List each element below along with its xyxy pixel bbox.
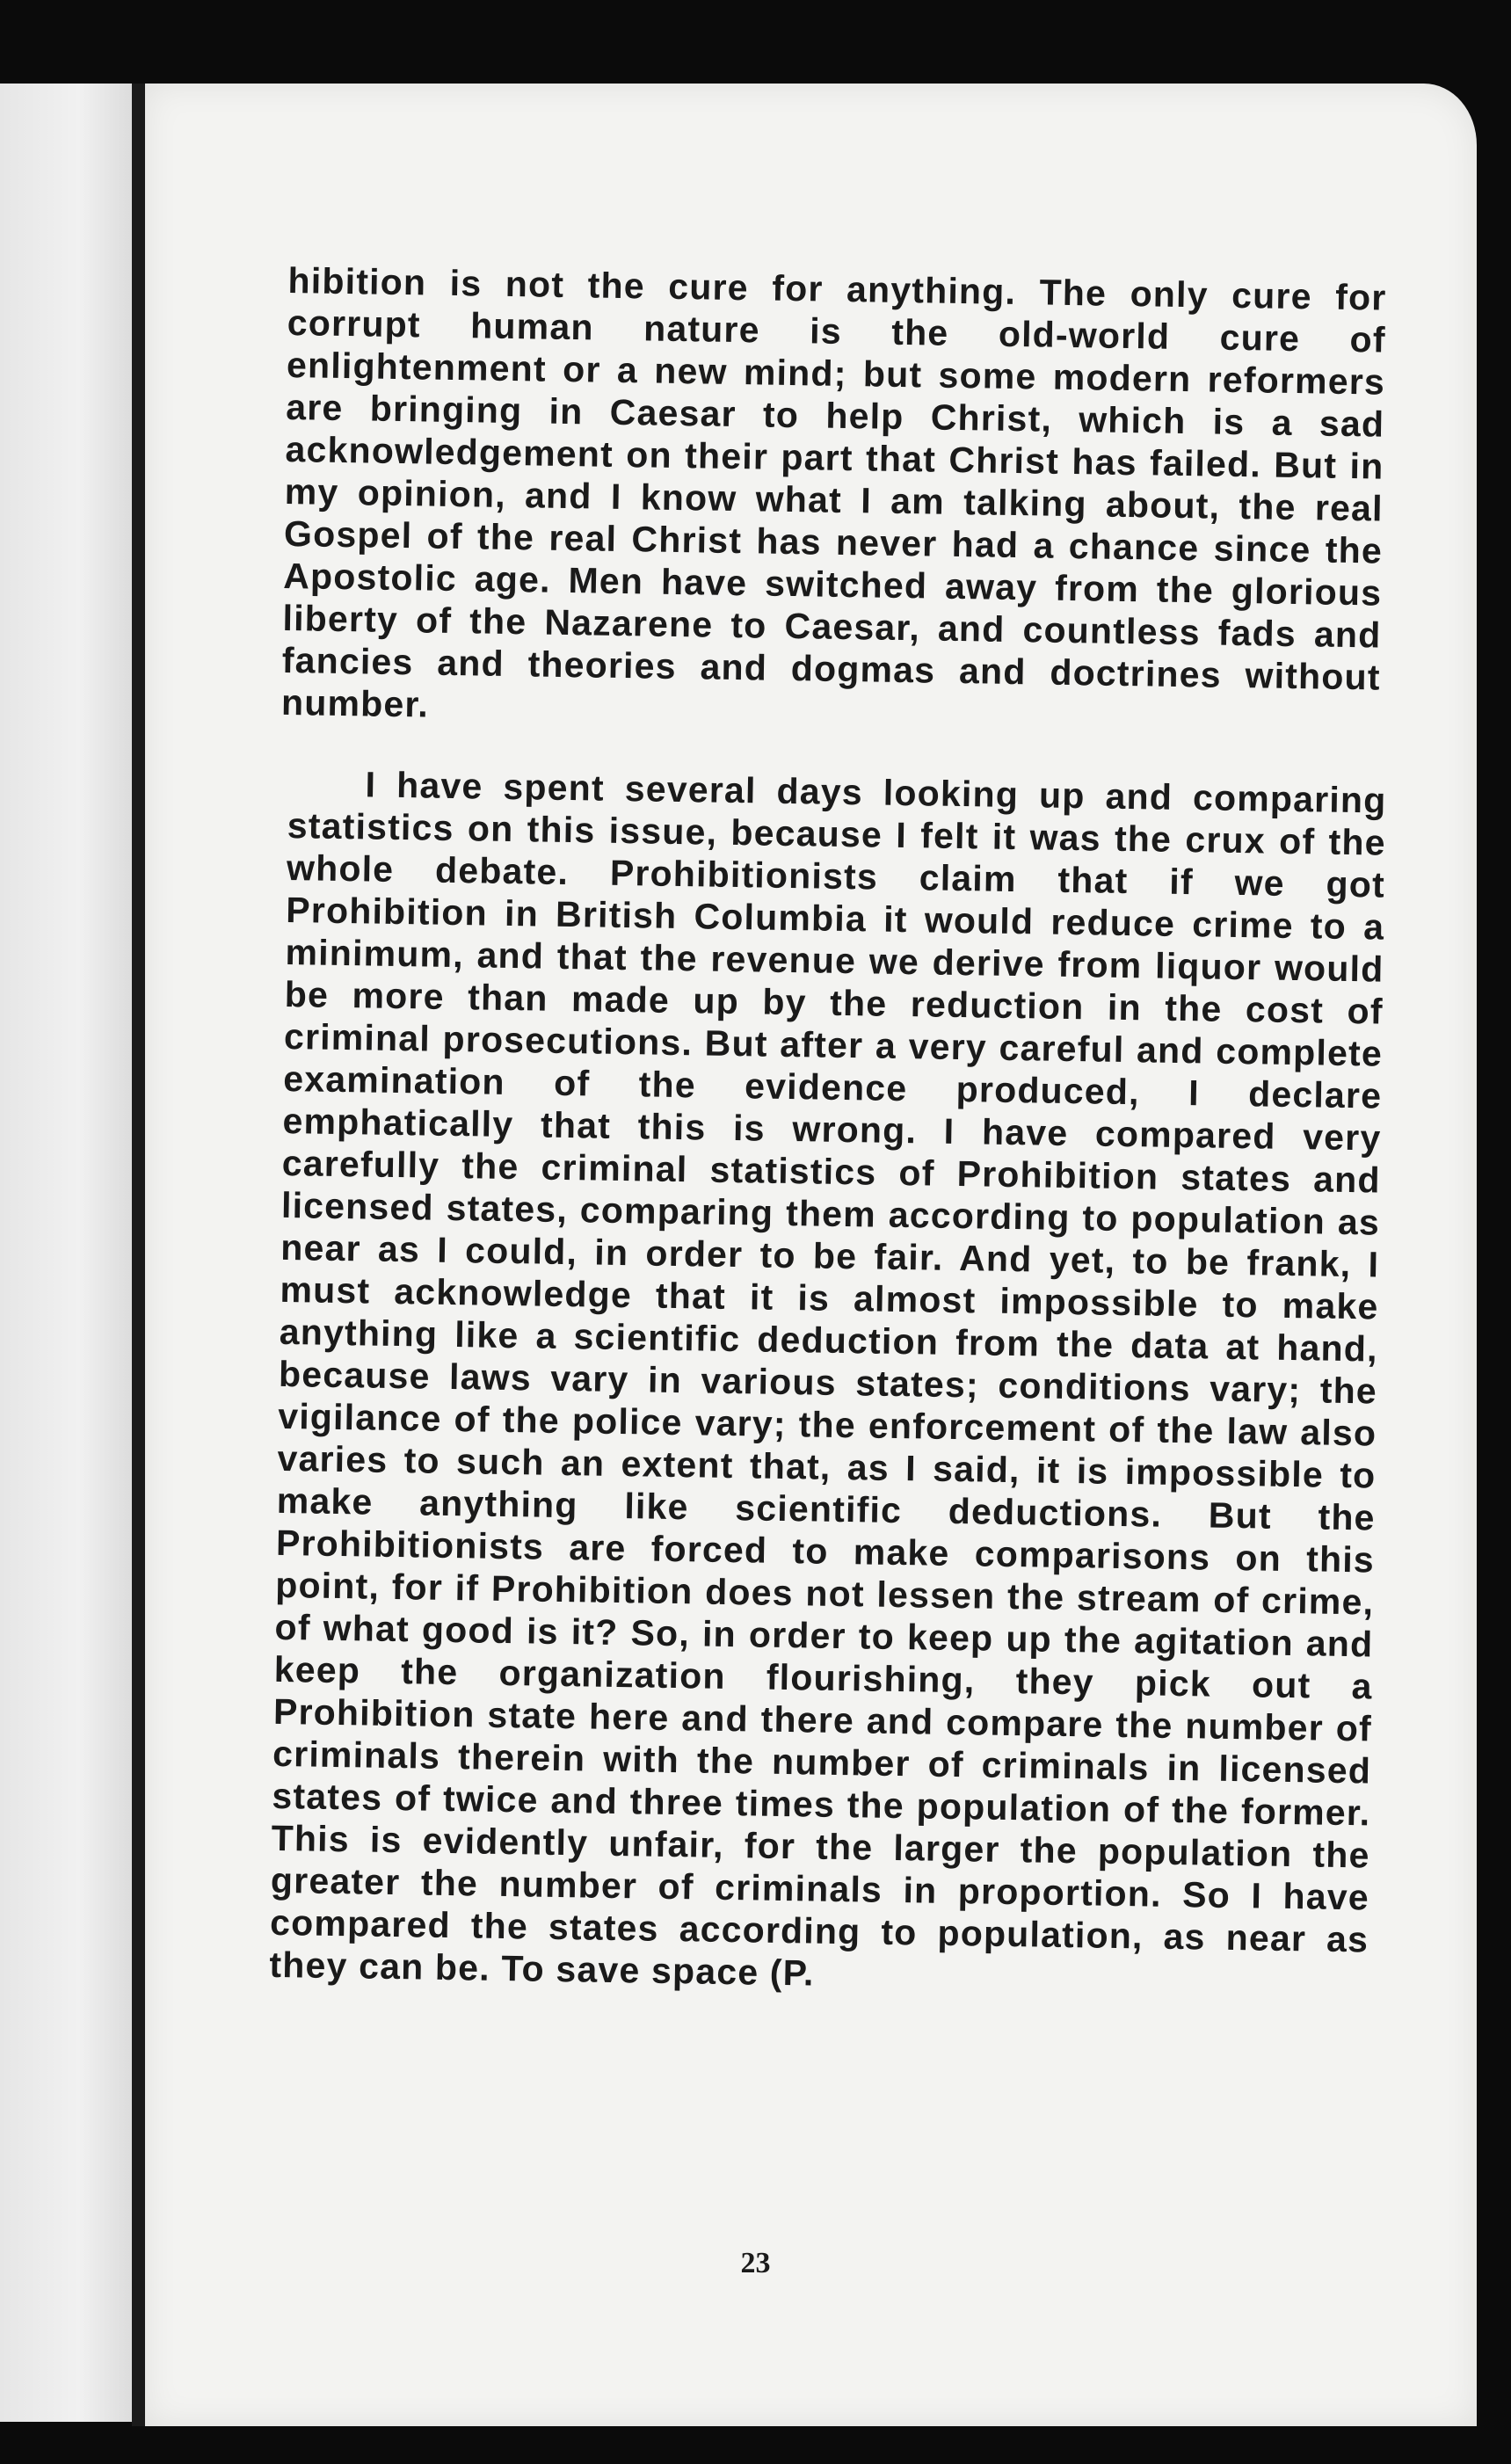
adjacent-page-edge: [0, 84, 132, 2422]
body-text: [269, 259, 1387, 1994]
paragraph-1: hibition is not the cure for anything. The only cure for corrupt human nature is the old-world cure of enlightenment or a new mind; but some modern reformers are bringing in Caesar to help Christ, which is a sad acknowledgement on their part that Christ has failed. But in my opinion, and I know what I am talking about, the real Gospel of the real Christ has never had a chance since the Apostolic age. Men have switched away from the glorious liberty of the Nazarene to Caesar, and countless fads and fancies and theories and dogmas and doctrines without number.: [280, 259, 1387, 725]
page-number: 23: [740, 2247, 771, 2279]
paragraph-2: I have spent several days looking up and comparing statistics on this issue, because I felt it was the crux of the whole debate. Prohibitionists claim that if we got Prohibition in British Columbia it would reduce crime to a minimum, and that the revenue we derive from liquor would be more than made up by the reduction in the cost of criminal prosecutions. But after a very careful and complete examination of the evidence produced, I declare emphatically that this is wrong. I have compared very carefully the criminal statistics of Prohibition states and licensed states, comparing them according to population as near as I could, in order to be fair. And yet, to be frank, I must acknowledge that it is almost impossible to make anything like a scientific deduction from the data at hand, because laws vary in various states; conditions vary; the vigilance of the police vary; the enforcement of the law also varies to such an extent that, as I said, it is impossible to make anything like scientific deductions. But the Prohibitionists are forced to make comparisons on this point, for if Prohibition does not lessen the stream of crime, of what good is it? So, in order to keep up the agitation and keep the organization flourishing, they pick out a Prohibition state here and there and compare the number of criminals therein with the number of criminals in licensed states of twice and three times the population of the former. This is evidently unfair, for the larger the population the greater the number of criminals in proportion. So I have compared the states according to population, as near as they can be. To save space (P.: [269, 764, 1387, 1994]
